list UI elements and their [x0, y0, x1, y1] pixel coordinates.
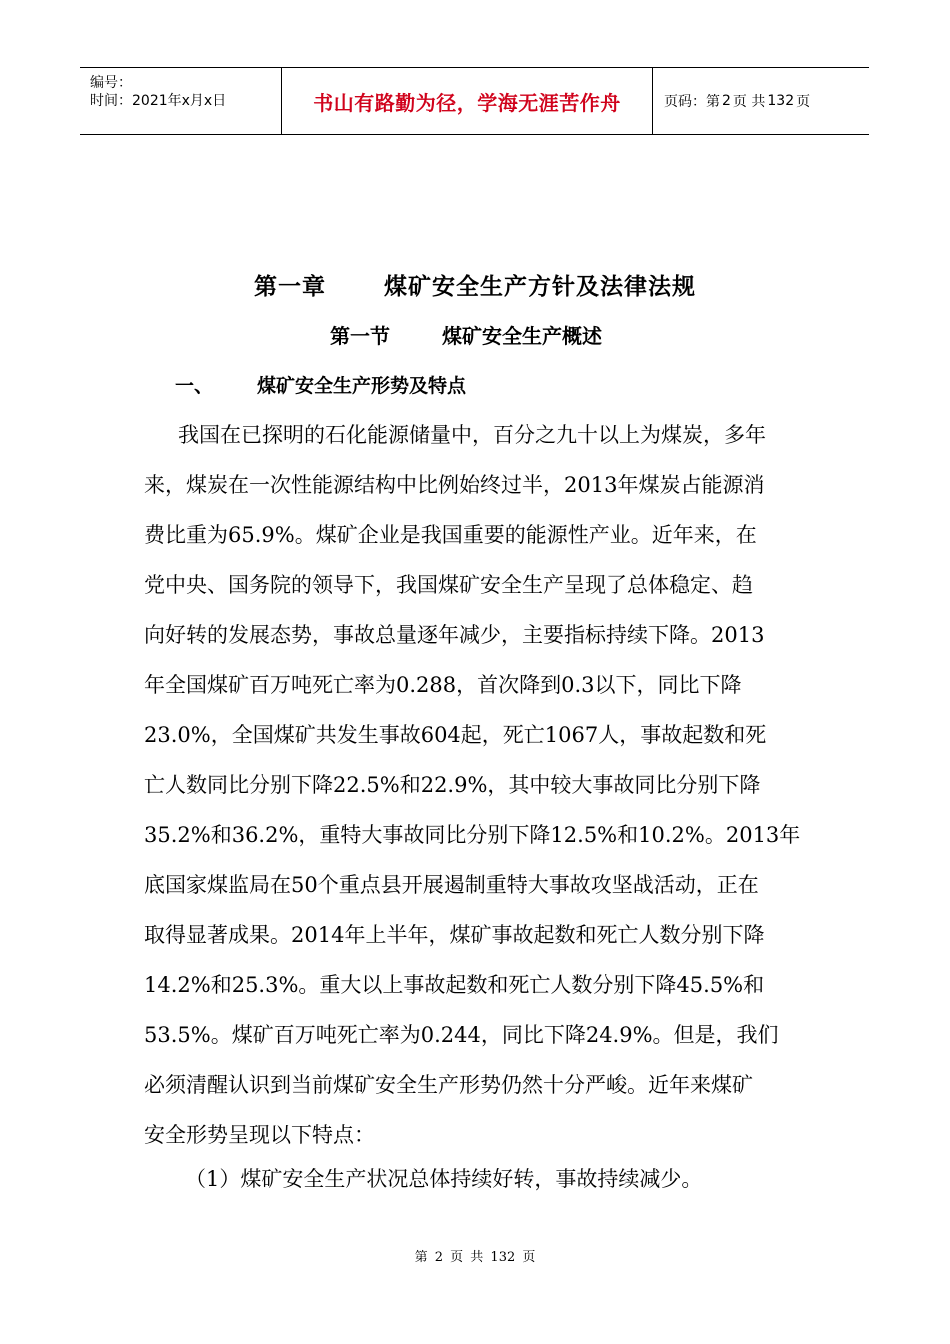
- paragraph-line: 费比重为65.9%。煤矿企业是我国重要的能源性产业。近年来，在: [144, 523, 757, 547]
- section-title: 煤矿安全生产概述: [442, 324, 602, 348]
- subheading-title: 煤矿安全生产形势及特点: [257, 375, 467, 397]
- page-label-suffix: 页: [796, 94, 811, 110]
- list-item-1: （1）煤矿安全生产状况总体持续好转，事故持续减少。: [185, 1167, 703, 1191]
- page-label-prefix: 页码：第: [664, 94, 720, 110]
- subheading-number: 一、: [175, 375, 214, 397]
- paragraph-line: 党中央、国务院的领导下，我国煤矿安全生产呈现了总体稳定、趋: [144, 573, 753, 597]
- chapter-title: 煤矿安全生产方针及法律法规: [384, 274, 696, 300]
- paragraph-line: 必须清醒认识到当前煤矿安全生产形势仍然十分严峻。近年来煤矿: [144, 1073, 753, 1097]
- paragraph-line: 14.2%和25.3%。重大以上事故起数和死亡人数分别下降45.5%和: [144, 973, 765, 997]
- serial-number-label: 编号：: [90, 75, 132, 91]
- header-meta: [80, 68, 281, 134]
- paragraph-line: 53.5%。煤矿百万吨死亡率为0.244，同比下降24.9%。但是，我们: [144, 1023, 779, 1047]
- paragraph-line: 来，煤炭在一次性能源结构中比例始终过半，2013年煤炭占能源消: [144, 473, 765, 497]
- section-number: 第一节: [330, 324, 390, 348]
- paragraph-line: 年全国煤矿百万吨死亡率为0.288，首次降到0.3以下，同比下降: [144, 673, 742, 697]
- paragraph-line: 35.2%和36.2%，重特大事故同比分别下降12.5%和10.2%。2013年: [144, 823, 801, 847]
- page-total: 132: [767, 93, 795, 109]
- document-header: [80, 67, 869, 135]
- chapter-heading: [0, 268, 950, 301]
- header-page-info: [653, 68, 869, 134]
- paragraph-line: 我国在已探明的石化能源储量中，百分之九十以上为煤炭，多年: [178, 423, 766, 447]
- paragraph-line: 向好转的发展态势，事故总量逐年减少，主要指标持续下降。2013: [144, 623, 765, 647]
- page-label-middle: 页 共: [732, 94, 766, 110]
- paragraph-line: 亡人数同比分别下降22.5%和22.9%，其中较大事故同比分别下降: [144, 773, 761, 797]
- paragraph-line: 23.0%，全国煤矿共发生事故604起，死亡1067人，事故起数和死: [144, 723, 767, 747]
- paragraph-line: 安全形势呈现以下特点：: [144, 1123, 375, 1147]
- chapter-number: 第一章: [254, 274, 326, 300]
- section-heading: [330, 320, 602, 349]
- header-motto: 书山有路勤为径，学海无涯苦作舟: [281, 68, 653, 134]
- body-paragraph: [144, 417, 824, 1167]
- page-current: 2: [722, 93, 731, 109]
- paragraph-line: 取得显著成果。2014年上半年，煤矿事故起数和死亡人数分别下降: [144, 923, 765, 947]
- date-label: 时间：2021年x月x日: [90, 93, 227, 109]
- paragraph-line: 底国家煤监局在50个重点县开展遏制重特大事故攻坚战活动，正在: [144, 873, 759, 897]
- page-footer: 第 2 页 共 132 页: [414, 1250, 536, 1265]
- subheading: [175, 371, 466, 398]
